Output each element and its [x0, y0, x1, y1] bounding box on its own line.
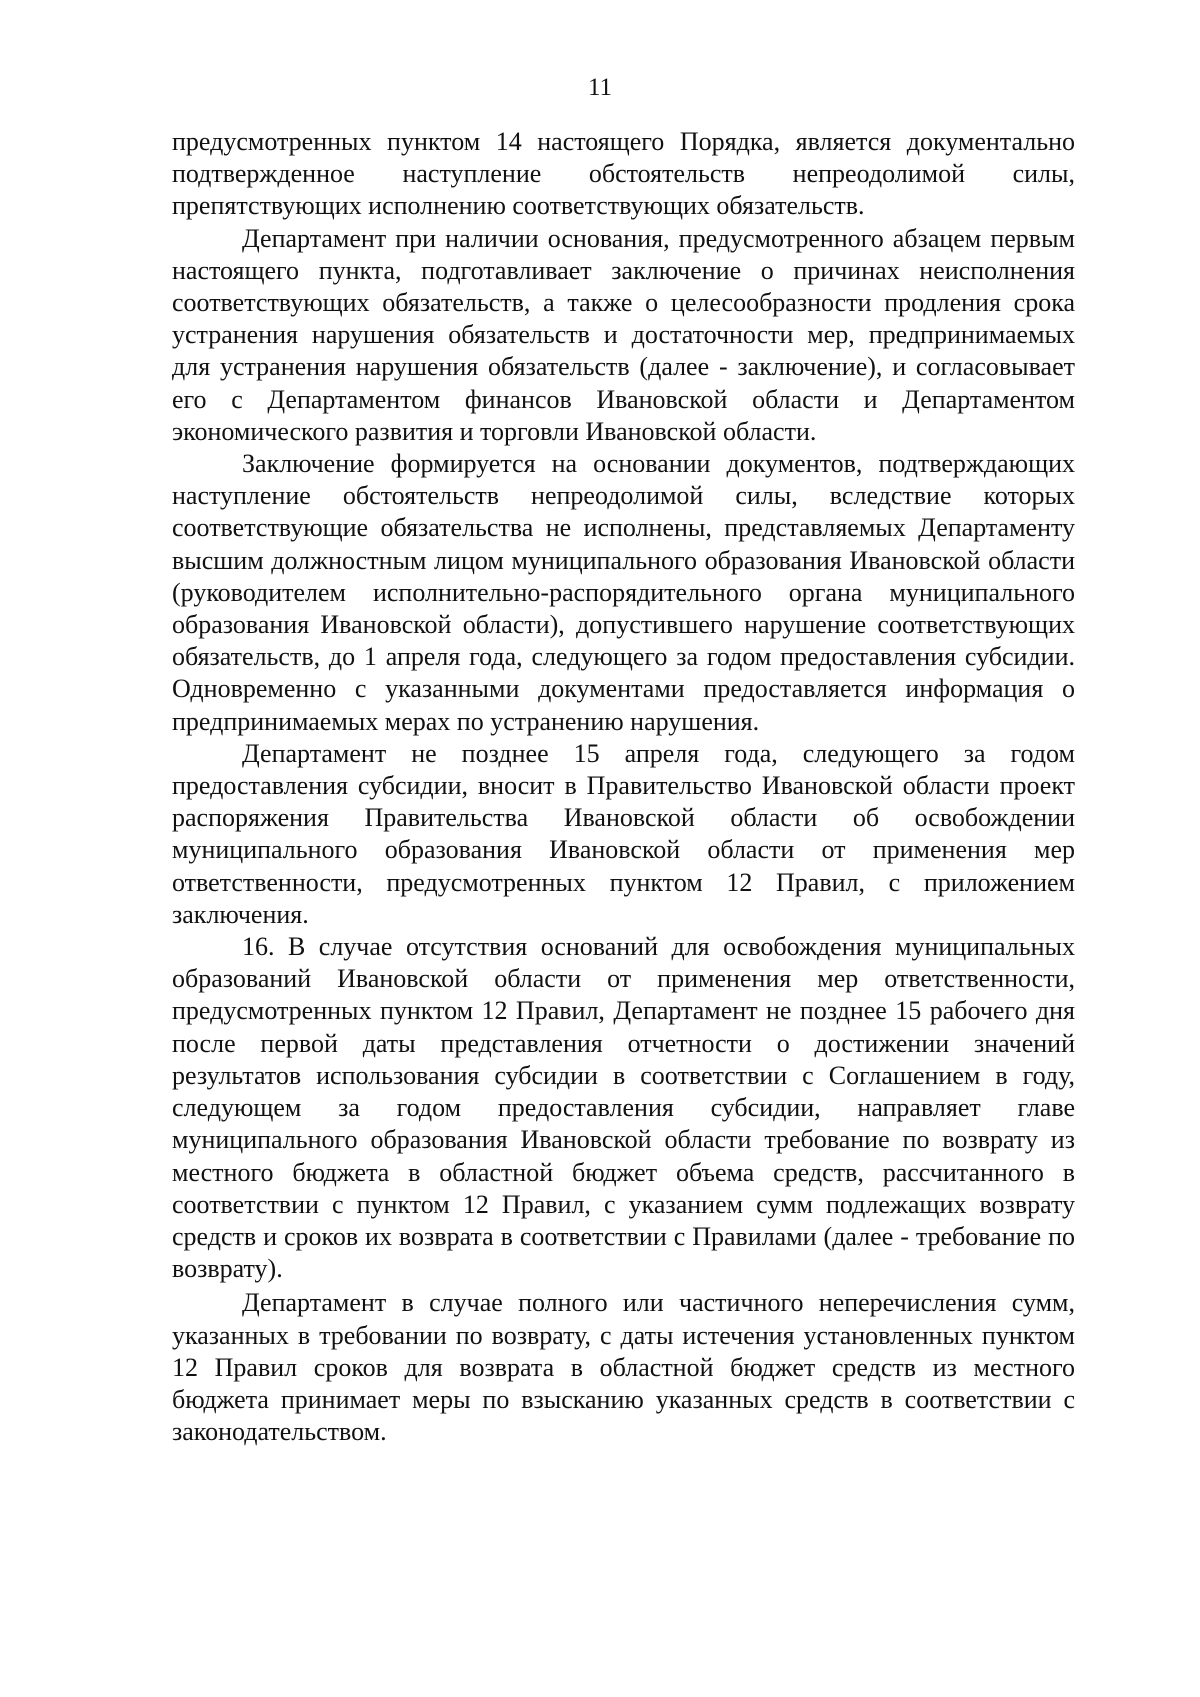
- paragraph-conclusion-basis: Заключение формируется на основании документов, подтверждающих наступление обстоятельств непреодолимой силы, вследствие которых соответствующие обязательства не исполнены, представляемых Департаменту высшим должностным лицом муниципального образования Ивановской области (руководителем исполнительно-распорядительного органа муниципального образования Ивановской области), допустившего нарушение соответствующих обязательств, до 1 апреля года, следующего за годом предоставления субсидии. Одновременно с указанными документами предоставляется информация о предпринимаемых мерах по устранению нарушения.: [172, 449, 1075, 736]
- paragraph-continuation: предусмотренных пунктом 14 настоящего Порядка, является документально подтвержденное наступление обстоятельств непреодолимой силы, препятствующих исполнению соответствующих обязательств.: [172, 127, 1075, 221]
- paragraph-item-16: 16. В случае отсутствия оснований для освобождения муниципальных образований Ивановской области от применения мер ответственности, предусмотренных пунктом 12 Правил, Департамент не позднее 15 рабочего дня после первой даты представления отчетности о достижении значений результатов использования субсидии в соответствии с Соглашением в году, следующем за годом предоставления субсидии, направляет главе муниципального образования Ивановской области требование по возврату из местного бюджета в областной бюджет объема средств, рассчитанного в соответствии с пунктом 12 Правил, с указанием сумм подлежащих возврату средств и сроков их возврата в соответствии с Правилами (далее - требование по возврату).: [172, 932, 1075, 1284]
- page-number: 11: [587, 74, 613, 101]
- paragraph-release-draft: Департамент не позднее 15 апреля года, следующего за годом предоставления субсидии, вносит в Правительство Ивановской области проект распоряжения Правительства Ивановской области об освобождении муниципального образования Ивановской области от применения мер ответственности, предусмотренных пунктом 12 Правил, с приложением заключения.: [172, 738, 1075, 929]
- paragraph-recovery-measures: Департамент в случае полного или частичного неперечисления сумм, указанных в требовании по возврату, с даты истечения установленных пунктом 12 Правил сроков для возврата в областной бюджет средств из местного бюджета принимает меры по взысканию указанных средств в соответствии с законодательством.: [172, 1288, 1075, 1447]
- paragraph-conclusion-preparation: Департамент при наличии основания, предусмотренного абзацем первым настоящего пункта, подготавливает заключение о причинах неисполнения соответствующих обязательств, а также о целесообразности продления срока устранения нарушения обязательств и достаточности мер, предпринимаемых для устранения нарушения обязательств (далее - заключение), и согласовывает его с Департаментом финансов Ивановской области и Департаментом экономического развития и торговли Ивановской области.: [172, 223, 1075, 446]
- document-body: [172, 126, 1075, 1448]
